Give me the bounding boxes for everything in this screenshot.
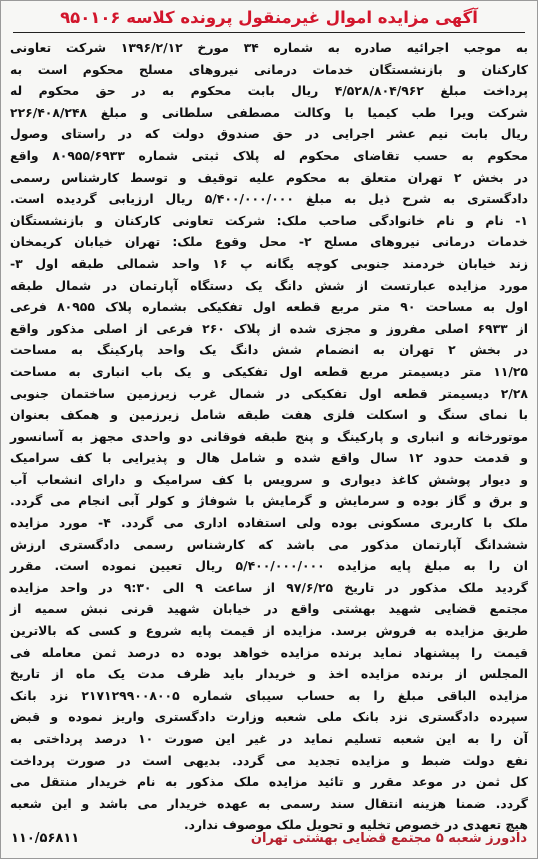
notice-line: گردد. ضمنا هزینه انتقال سند رسمی به عهده خریدار می باشد و این شعبه xyxy=(10,795,528,811)
notice-line: محکوم به حسب تقاضای محکوم له پلاک ثبتی شماره ۸۰۹۵۵/۶۹۳۳ واقع xyxy=(10,147,528,163)
signature-line: دادورز شعبه ۵ مجتمع قضایی بهشتی تهران xyxy=(250,831,527,846)
notice-code: ۱۱۰/۵۶۸۱۱ xyxy=(11,831,80,846)
notice-line: کارکنان و بازنشستگان خدمات درمانی نیروهای مسلح محکوم است به xyxy=(10,61,528,77)
notice-body xyxy=(10,37,529,833)
notice-line: ریال بابت نیم عشر اجرایی در حق صندوق دولت که در راستای وصول xyxy=(10,126,528,142)
notice-line: ۲/۲۸ دیسیمتر قطعه اول تفکیکی در شمال غرب زیرزمین ساختمان جنوبی xyxy=(10,385,528,401)
notice-line: در بخش ۲ تهران متعلق به محکوم علیه توقیف و توسط کارشناس رسمی xyxy=(10,169,529,185)
notice-line: قیمت را پیشنهاد نماید برنده مزایده خواهد بوده ده درصد ثمن معامله فی xyxy=(10,644,528,660)
notice-line: با نمای سنگ و اسکلت فلزی هفت طبقه شامل زیرزمین و همکف بعنوان xyxy=(10,407,528,423)
title-divider xyxy=(13,32,525,33)
notice-line: مجتمع قضایی شهید بهشتی واقع در خیابان شهید قرنی نبش سمیه از xyxy=(10,601,528,617)
notice-line: اول به مساحت ۹۰ متر مربع قطعه اول تفکیکی بشماره پلاک ۸۰۹۵۵ فرعی xyxy=(10,299,528,315)
notice-line: موتورخانه و انباری و پارکینگ و پنج طبقه فوقانی دو واحدی مجهز به آسانسور xyxy=(10,428,528,444)
notice-line: آن را به این شعبه تسلیم نماید در غیر این صورت ۱۰ درصد پرداختی به xyxy=(10,731,528,746)
notice-line: ۱- نام و نام خانوادگی صاحب ملک: شرکت تعاونی کارکنان و بازنشستگان xyxy=(10,212,528,228)
notice-line: در بخش ۲ تهران به انضمام شش دانگ یک واحد پارکینگ به مساحت xyxy=(10,342,529,358)
notice-line: به موجب اجرائیه صادره به شماره ۳۴ مورخ ۱۳۹۶/۲/۱۲ شرکت تعاونی xyxy=(10,40,528,55)
notice-line: گردید ملک مذکور در تاریخ ۹۷/۶/۲۵ از ساعت ۹ الی ۹:۳۰ در واحد مزایده xyxy=(10,579,528,595)
notice-line: و دیوار پوشش کاغذ دیواری و سرویس با کف سرامیک و دارای انشعاب آب xyxy=(10,471,528,487)
notice-line: ششدانگ آپارتمان مذکور می باشد که کارشناس رسمی دادگستری ارزش xyxy=(10,536,528,552)
notice-line: طریق مزایده به فروش برسد. مزایده از قیمت پایه شروع و کسی که بالاترین xyxy=(10,623,528,639)
notice-line: هیچ تعهدی در خصوص تخلیه و تحویل ملک موصوف ندارد. xyxy=(183,817,528,833)
notice-line: و برق و گاز بوده و سرمایش و گرمایش با شوفاژ و کولر آبی انجام می گردد. xyxy=(10,493,528,509)
notice-line: مورد مزایده عبارتست از شش دانگ یک دستگاه آپارتمان در شمال طبقه xyxy=(10,277,528,293)
notice-line: سپرده دادگستری نزد بانک ملی شعبه وزارت دادگستری واریز نموده و قبض xyxy=(10,709,528,725)
notice-line: ان را به مبلغ پایه مزایده ۵/۴۰۰/۰۰۰/۰۰۰ ریال تعیین نموده است. مقرر xyxy=(10,558,528,574)
notice-line: خدمات درمانی نیروهای مسلح ۲- محل وقوع ملک: تهران خیابان کریمخان xyxy=(10,234,528,250)
notice-line: ۱۱/۲۵ متر دیسیمتر مربع قطعه اول تفکیکی و یک باب انباری به مساحت xyxy=(10,363,528,379)
notice-line: مزایده الباقی مبلغ را به حساب سیبای شماره ۲۱۷۱۲۹۹۰۰۸۰۰۵ نزد بانک xyxy=(10,687,528,703)
notice-line: پرداخت مبلغ ۴/۵۲۸/۸۰۴/۹۶۲ ریال بابت محکوم به در حق محکوم له xyxy=(10,83,528,99)
notice-line: دادگستری به شرح ذیل به مبلغ ۵/۴۰۰/۰۰۰/۰۰۰ ریال ارزیابی گردیده است. xyxy=(10,191,529,207)
notice-line: المجلس از برنده مزایده اخذ و خریدار باید ظرف مدت یک ماه از تاریخ xyxy=(10,666,528,682)
notice-footer xyxy=(11,826,527,852)
notice-title: آگهی مزایده اموال غیرمنقول پرونده کلاسه ۹۵۰۱۰۶ xyxy=(60,8,478,27)
notice-line: شرکت ویرا طب کیمیا با وکالت مصطفی سلطانی و مبلغ ۲۲۶/۴۰۸/۲۴۸ xyxy=(10,104,528,120)
notice-line: کل ثمن در موعد مقرر و تائید مزایده ملک مذکور به نام خریدار منتقل می xyxy=(10,774,528,790)
notice-line: ملک با کاربری مسکونی بوده ولی استفاده اداری می گردد. ۴- مورد مزایده xyxy=(10,515,528,531)
notice-line: از ۶۹۳۳ اصلی مفروز و مجزی شده از پلاک ۲۶۰ فرعی از اصلی مذکور واقع xyxy=(10,320,529,336)
notice-line: نفع دولت ضبط و مزایده تجدید می گردد. بدیهی است در صورت پرداخت xyxy=(10,752,528,768)
notice-line: و قدمت حدود ۱۲ سال واقع شده و شامل هال و پذیرایی با کف سرامیک xyxy=(10,450,528,466)
notice-line: زند خیابان خردمند جنوبی کوچه یگانه پ ۱۶ واحد شمالی طبقه اول ۳- xyxy=(10,255,528,271)
